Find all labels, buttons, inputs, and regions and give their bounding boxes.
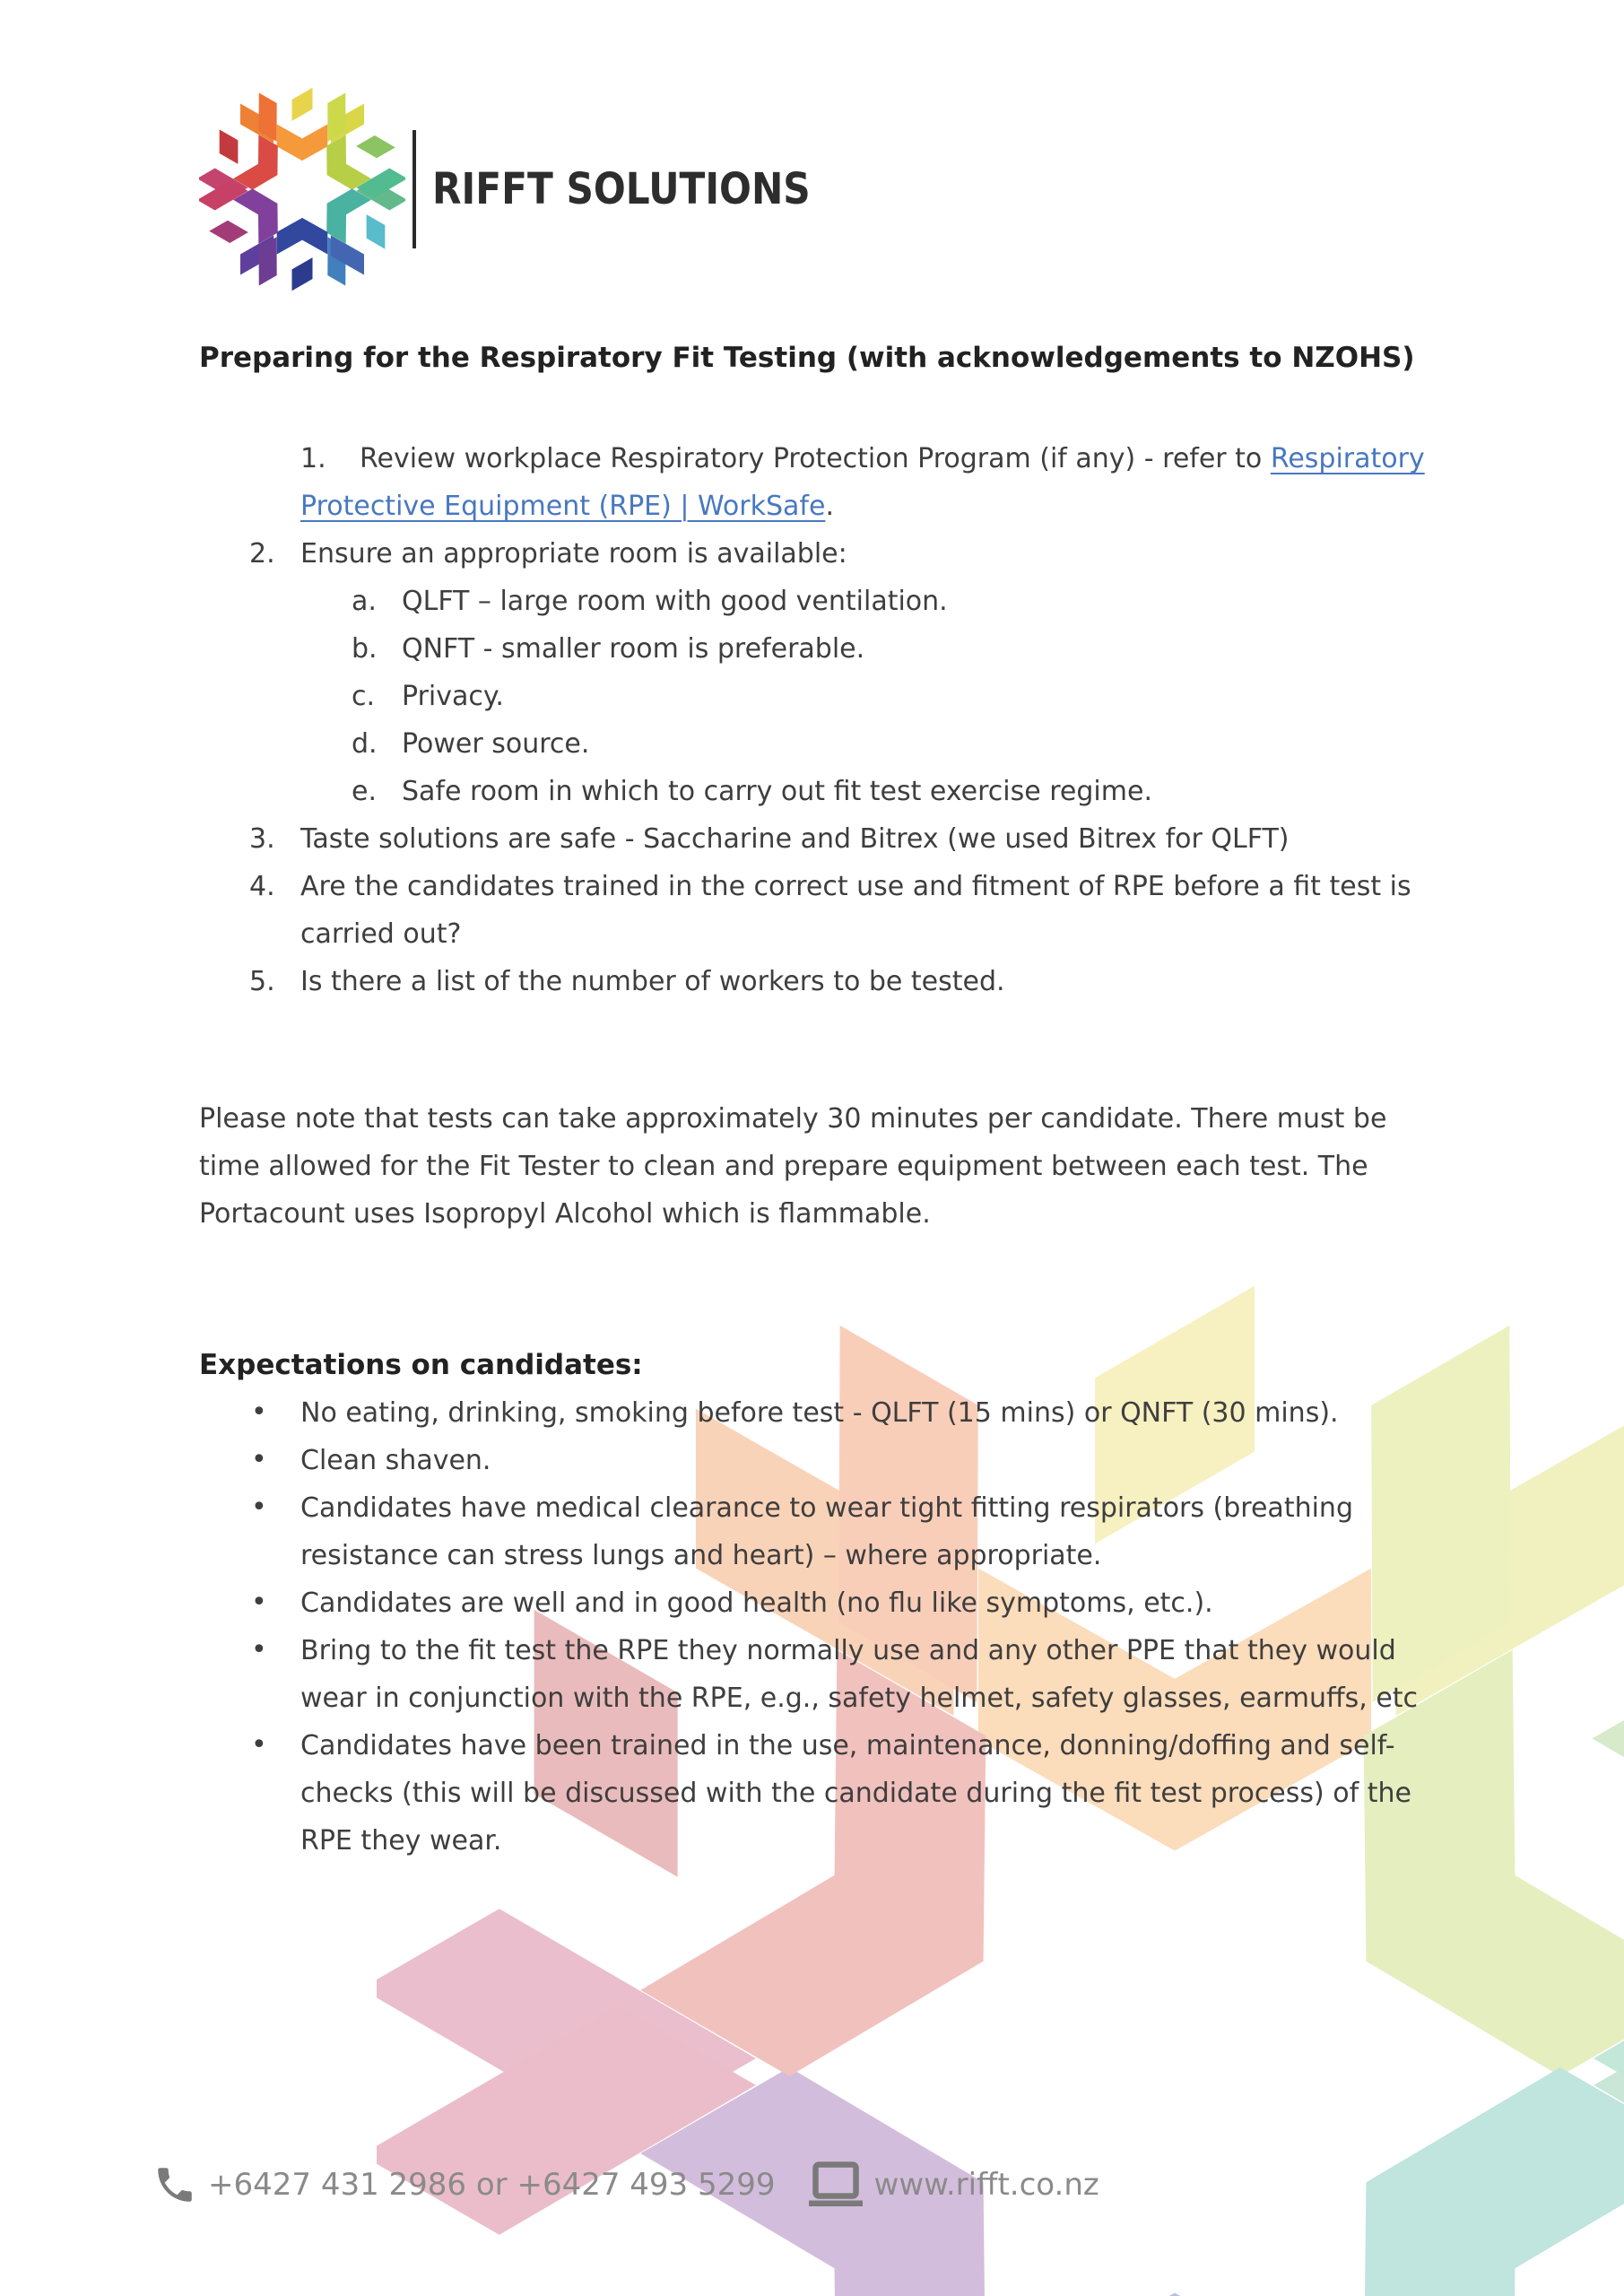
list-item-4 xyxy=(199,863,1431,958)
list-item-text: Ensure an appropriate room is available: xyxy=(300,538,847,570)
phone-handset-icon xyxy=(152,2161,197,2208)
list-item-text: Power source. xyxy=(402,728,590,760)
brand-header xyxy=(199,0,1431,292)
sub-item-e xyxy=(199,768,1431,815)
page-footer xyxy=(152,2160,1099,2210)
brand-divider xyxy=(413,130,416,248)
brand-name: RIFFT SOLUTIONS xyxy=(432,164,811,214)
list-letter: d. xyxy=(352,728,378,760)
list-letter: c. xyxy=(352,681,376,712)
sub-item-b xyxy=(199,625,1431,673)
bullet-text: Bring to the fit test the RPE they normally use and any other PPE that they would wear in conjunction with the RPE, e.g., safety helmet, safety glasses, earmuffs, etc xyxy=(300,1635,1419,1714)
list-number: 4. xyxy=(249,871,275,902)
list-letter: b. xyxy=(352,633,378,665)
bullet-item xyxy=(199,1722,1431,1865)
note-paragraph: Please note that tests can take approximately 30 minutes per candidate. There must be time allowed for the Fit Tester to clean and prepare equipment between each test. The Portacount uses Isopropyl Alcohol which is flammable. xyxy=(199,1103,1387,1230)
list-number: 2. xyxy=(249,538,275,570)
list-item-text: QLFT – large room with good ventilation. xyxy=(402,586,948,617)
list-letter: e. xyxy=(352,776,377,807)
bullet-icon: • xyxy=(251,1634,267,1665)
website-url: www.rifft.co.nz xyxy=(873,2167,1099,2203)
list-item-text: Are the candidates trained in the correct use and fitment of RPE before a fit test is carried out? xyxy=(300,871,1411,950)
list-letter: a. xyxy=(352,586,377,617)
list-item-3 xyxy=(199,815,1431,863)
list-item-text: QNFT - smaller room is preferable. xyxy=(402,633,865,665)
laptop-icon xyxy=(804,2160,867,2210)
phone-numbers: +6427 431 2986 or +6427 493 5299 xyxy=(208,2167,776,2203)
bullet-icon: • xyxy=(251,1492,267,1523)
list-number: 1. xyxy=(300,443,326,474)
sub-item-a xyxy=(199,578,1431,625)
list-item-5 xyxy=(199,958,1431,1005)
list-item-text: Safe room in which to carry out fit test exercise regime. xyxy=(402,776,1152,807)
expectations-heading: Expectations on candidates: xyxy=(199,1349,643,1381)
list-item-1 xyxy=(199,435,1431,530)
bullet-item xyxy=(199,1627,1431,1722)
list-item-text: Review workplace Respiratory Protection Program (if any) - refer to xyxy=(360,443,1271,474)
bullet-text: Clean shaven. xyxy=(300,1445,491,1476)
sub-item-c xyxy=(199,673,1431,720)
bullet-item xyxy=(199,1389,1431,1437)
bullet-icon: • xyxy=(251,1444,267,1475)
bullet-item xyxy=(199,1484,1431,1579)
bullet-icon: • xyxy=(251,1587,267,1618)
bullet-text: Candidates have medical clearance to wear tight fitting respirators (breathing resistance can stress lungs and heart) – where appropriate. xyxy=(300,1492,1353,1571)
list-item-text: . xyxy=(825,491,834,522)
bullet-text: Candidates are well and in good health (no flu like symptoms, etc.). xyxy=(300,1587,1213,1619)
rifft-hex-logo-icon xyxy=(199,86,405,292)
list-item-text: Is there a list of the number of workers to be tested. xyxy=(300,966,1005,997)
expectations-bullet-list xyxy=(199,1389,1431,1865)
list-item-2 xyxy=(199,530,1431,578)
bullet-icon: • xyxy=(251,1396,267,1428)
bullet-icon: • xyxy=(251,1729,267,1761)
list-item-text: Taste solutions are safe - Saccharine and Bitrex (we used Bitrex for QLFT) xyxy=(300,823,1290,855)
list-number: 3. xyxy=(249,823,275,855)
bullet-text: No eating, drinking, smoking before test - QLFT (15 mins) or QNFT (30 mins). xyxy=(300,1397,1339,1429)
list-number: 5. xyxy=(249,966,275,997)
bullet-item xyxy=(199,1579,1431,1627)
worksafe-rpe-link[interactable]: Respiratory Protective Equipment (RPE) | WorkSafe xyxy=(300,443,1425,522)
bullet-text: Candidates have been trained in the use, maintenance, donning/doffing and self-checks (this will be discussed with the candidate during the fit test process) of the RPE they wear. xyxy=(300,1730,1411,1857)
page-title: Preparing for the Respiratory Fit Testing (with acknowledgements to NZOHS) xyxy=(199,342,1415,374)
preparation-numbered-list xyxy=(199,435,1431,1005)
sub-item-d xyxy=(199,720,1431,768)
list-item-text: Privacy. xyxy=(402,681,504,712)
bullet-item xyxy=(199,1437,1431,1484)
